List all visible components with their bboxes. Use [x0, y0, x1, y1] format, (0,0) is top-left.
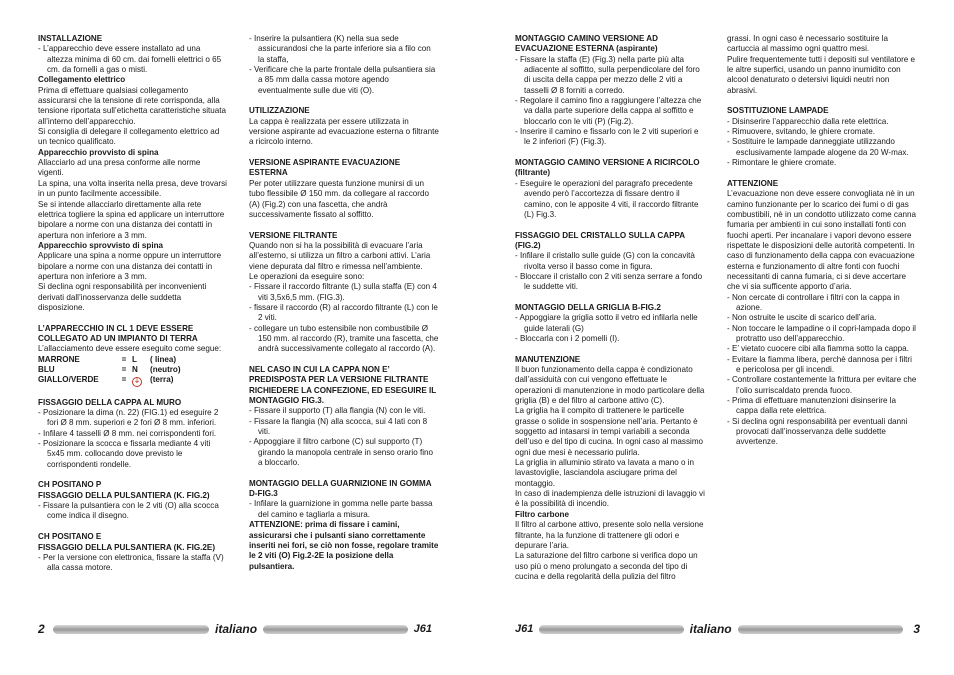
list-item: - Inserire il camino e fissarlo con le 2 viti superiori e le 2 inferiori (F) (Fig.3).	[515, 127, 699, 147]
section-heading: ATTENZIONE: prima di fissare i camini, assicurarsi che i pulsanti siano correttamente inseriti nei fori, se ciò non fosse, regolare tramite le 2 viti (O) Fig.2-2E la posizione della pulsantiera.	[249, 520, 439, 571]
column-4	[727, 34, 917, 448]
footer-bar	[738, 625, 904, 634]
paragraph: Applicare una spina a norme oppure un interruttore bipolare a norme con una distanza dei contatti in apertura non inferiore a 3 mm.	[38, 251, 222, 281]
paragraph: L’evacuazione non deve essere convogliata nè in un camino funzionante per lo scarico dei fumi o di gas combustibili, nè in un condotto utilizzato come canna fumaria per ambienti in cui sono installati fonti con fuochi aperti. Per incanalare i vapori devono essere rispettate le disposizioni delle autorità competenti. In caso di funzionamento della cappa con evacuazione esterna e funzionamento di altre fonti con fuochi necessitanti di canna fumaria, ci si deve accertare che vi sia sufficente apporto d’aria.	[727, 189, 916, 292]
paragraph: L’allacciamento deve essere eseguito come segue:	[38, 344, 222, 354]
section-heading: NEL CASO IN CUI LA CAPPA NON E’ PREDISPOSTA PER LA VERSIONE FILTRANTE RICHIEDERE LA CONFEZIONE, ED ESEGUIRE IL MONTAGGIO FIG.3.	[249, 365, 437, 406]
paragraph: Si declina ogni responsabilità per inconvenienti derivati dall’inosservanza delle suddetta disposizione.	[38, 282, 207, 312]
section-heading: MONTAGGIO CAMINO VERSIONE AD EVACUAZIONE ESTERNA (aspirante)	[515, 34, 658, 54]
list-item: - Verificare che la parte frontale della pulsantiera sia a 85 mm dalla cassa motore agendo eventualmente sulle due viti (O).	[249, 65, 436, 95]
list-item: - Infilare il cristallo sulle guide (G) con la concavità rivolta verso il basso come in figura.	[515, 251, 695, 271]
footer-model: J61	[515, 623, 534, 635]
footer-bar	[539, 625, 683, 634]
paragraph: La spina, una volta inserita nella presa, deve trovarsi in un punto facilmente accessibile.	[38, 178, 227, 199]
list-item: - Fissare la flangia (N) alla scocca, sui 4 lati con 8 viti.	[249, 416, 428, 437]
section-heading: FISSAGGIO DELLA PULSANTIERA (K. FIG.2E)	[38, 542, 216, 552]
wire-cell: =	[121, 375, 127, 385]
section-heading: MANUTENZIONE	[515, 354, 581, 364]
list-item: - Fissare la pulsantiera con le 2 viti (O) alla scocca come indica il disegno.	[38, 501, 219, 521]
list-item: - Fissare il supporto (T) alla flangia (N) con le viti.	[249, 406, 426, 416]
section-heading: VERSIONE FILTRANTE	[249, 230, 338, 240]
wire-cell: =	[121, 354, 127, 364]
column-3	[515, 34, 705, 582]
spacer	[249, 355, 439, 365]
section-heading: Collegamento elettrico	[38, 75, 126, 85]
paragraph: La griglia ha il compito di trattenere le particelle grasse o solide in sospensione nell’aria. Pertanto è soggetto ad intasarsi in tempi variabili a seconda dell’uso e del tipo di cucina. In ogni caso al massimo ogni due mesi è necessario pulirla.	[515, 406, 704, 457]
list-item: - Posizionare la scocca e fissarla mediante 4 viti 5x45 mm. collocando dove previsto le corrispondenti rondelle.	[38, 439, 211, 469]
spacer	[249, 220, 439, 230]
paragraph: In caso di inadempienza delle istruzioni di lavaggio vi è la possibilità di incendio.	[515, 489, 705, 509]
footer-language: italiano	[689, 622, 732, 636]
paragraph: Prima di effettuare qualsiasi collegamento assicurarsi che la tensione di rete corrisponda, alla tensione riportata sull’etichetta caratteristiche situata all’interno dell’apparecchio.	[38, 85, 227, 126]
column-2	[249, 34, 439, 572]
paragraph: Allacciarlo ad una presa conforme alle norme vigenti.	[38, 158, 201, 178]
spacer	[38, 470, 228, 480]
section-heading: Apparecchio sprovvisto di spina	[38, 240, 164, 250]
paragraph: Pulire frequentemente tutti i depositi sul ventilatore e le altre superfici, usando un panno inumidito con alcool denaturato o detersivi liquidi neutri non abrasivi.	[727, 54, 916, 95]
list-item: - Fissare il raccordo filtrante (L) sulla staffa (E) con 4 viti 3,5x6,5 mm. (FIG.3).	[249, 282, 437, 302]
list-item: - Appoggiare il filtro carbone (C) sul supporto (T) girando la manopola centrale in senso orario fino a bloccarlo.	[249, 437, 434, 468]
wire-cell: (terra)	[150, 375, 174, 385]
list-item: - Rimuovere, svitando, le ghiere cromate.	[727, 127, 875, 137]
wire-cell: N	[132, 365, 138, 374]
list-item: - Disinserire l’apparecchio dalla rete elettrica.	[727, 116, 889, 126]
list-item: - Bloccarla con i 2 pomelli (I).	[515, 333, 620, 343]
paragraph: La cappa è realizzata per essere utilizzata in versione aspirante ad evacuazione esterna o filtrante a ricircolo interno.	[249, 116, 439, 147]
spacer	[38, 387, 228, 397]
earth-icon: ⏚	[133, 379, 140, 386]
section-heading: ATTENZIONE	[727, 178, 779, 188]
footer-bar	[263, 625, 408, 634]
paragraph: Quando non si ha la possibilità di evacuare l’aria all’esterno, si utilizza un filtro a carboni attivi. L’aria viene depurata dal filtro e rimessa nell’ambiente.	[249, 240, 431, 271]
footer-bar	[53, 625, 209, 634]
list-item: - Eseguire le operazioni del paragrafo precedente avendo però l’accortezza di fissare dentro il camino, con le apposite 4 viti, il raccordo filtrante (L) Fig.3.	[515, 178, 699, 219]
page-number: 3	[913, 622, 920, 636]
list-item: - Per la versione con elettronica, fissare la staffa (V) alla cassa motore.	[38, 552, 224, 573]
wire-cell: (neutro)	[150, 365, 181, 374]
paragraph: Le operazioni da eseguire sono:	[249, 271, 365, 281]
list-item: - Infilare la guarnizione in gomma nelle parte bassa del camino e tagliarla a misura.	[249, 499, 433, 519]
paragraph: Il filtro al carbone attivo, presente solo nella versione filtrante, ha la funzione di trattenere gli odori e depurare l’aria.	[515, 520, 704, 550]
paragraph: Per poter utilizzare questa funzione munirsi di un tubo flessibile Ø 150 mm. da collegare al raccordo (A) (Fig.2) con una fascetta, che andrà successivamente fissato al soffitto.	[249, 178, 429, 219]
list-item: - Inserire la pulsantiera (K) nella sua sede assicurandosi che la parte inferiore sia a filo con la staffa,	[249, 34, 431, 64]
section-heading: L’APPARECCHIO IN CL 1 DEVE ESSERE COLLEGATO AD UN IMPIANTO DI TERRA	[38, 323, 198, 343]
section-heading: FISSAGGIO DELLA PULSANTIERA (K. FIG.2)	[38, 490, 210, 500]
section-heading: VERSIONE ASPIRANTE EVACUAZIONE ESTERNA	[249, 158, 401, 178]
footer-model: J61	[413, 623, 432, 635]
left-footer	[38, 622, 438, 636]
spacer	[727, 96, 917, 106]
list-item: - Non cercate di controllare i filtri con la cappa in azione.	[727, 292, 900, 312]
section-heading: Filtro carbone	[515, 509, 569, 519]
list-item: - Non toccare le lampadine o il copri-lampada dopo il protratto uso dell’apparecchio.	[727, 323, 916, 343]
list-item: - Non ostruite le uscite di scarico dell’aria.	[727, 313, 877, 323]
list-item: - Regolare il camino fino a raggiungere l’altezza che va dalla parte superiore della cappa al soffitto e bloccarlo con le viti (P) (Fig.2).	[515, 96, 702, 126]
spacer	[38, 522, 228, 532]
paragraph: Se si intende allacciarlo direttamente alla rete elettrica togliere la spina ed applicare un interruttore bipolare a norme con una distanza dei contatti in apertura non inferiore a 3 mm.	[38, 199, 225, 240]
section-heading: MONTAGGIO DELLA GUARNIZIONE IN GOMMA D-FIG.3	[249, 478, 432, 499]
list-item: - Rimontare le ghiere cromate.	[727, 158, 837, 168]
paragraph: La saturazione del filtro carbone si verifica dopo un uso più o meno prolungato a seconda del tipo di cucina e della regolarità della pulizia del filtro	[515, 551, 698, 581]
wire-cell: BLU	[38, 365, 55, 374]
section-heading: FISSAGGIO DELLA CAPPA AL MURO	[38, 397, 182, 407]
section-heading: UTILIZZAZIONE	[249, 106, 310, 116]
list-item: - Posizionare la dima (n. 22) (FIG.1) ed eseguire 2 fori Ø 8 mm. superiori e 2 fori Ø 8 mm. inferiori.	[38, 408, 219, 428]
wire-cell: GIALLO/VERDE	[38, 375, 99, 385]
section-heading: CH POSITANO E	[38, 532, 102, 542]
list-item: - Prima di effettuare manutenzioni disinserire la cappa dalla rete elettrica.	[727, 396, 897, 416]
list-item: - L’apparecchio deve essere installato ad una altezza minima di 60 cm. dai fornelli elettrici o 65 cm. da fornelli a gas o misti.	[38, 44, 222, 75]
column-1	[38, 34, 228, 574]
spacer	[515, 148, 705, 158]
list-item: - Infilare 4 tasselli Ø 8 mm. nei corrispondenti fori.	[38, 428, 217, 438]
paragraph: La griglia in alluminio stirato va lavata a mano o in lavastoviglie, lasciandola asciugare prima del montaggio.	[515, 458, 695, 488]
footer-language: italiano	[215, 622, 258, 636]
wire-cell: MARRONE	[38, 354, 80, 364]
list-item: - Evitare la fiamma libera, perchè dannosa per i filtri e pericolosa per gli incendi.	[727, 354, 912, 374]
spacer	[38, 313, 228, 323]
wire-cell: ( linea)	[150, 354, 177, 364]
list-item: - Sostituire le lampade danneggiate utilizzando esclusivamente lampade alogene da 20 W-max.	[727, 137, 909, 157]
spacer	[249, 148, 439, 158]
paragraph: grassi. In ogni caso è necessario sostituire la cartuccia al massimo ogni quattro mesi.	[727, 34, 889, 54]
list-item: - collegare un tubo estensibile non combustibile Ø 150 mm. al raccordo (R), tramite una fascetta, che andrà successivamente collegato al raccordo (A).	[249, 323, 439, 354]
list-item: - Si declina ogni responsabilità per eventuali danni provocati dall’inosservanza delle suddette avvertenze.	[727, 416, 908, 447]
list-item: - Controllare costantemente la frittura per evitare che l’olio surriscaldato prenda fuoco.	[727, 375, 917, 395]
list-item: - Appoggiare la griglia sotto il vetro ed infilarla nelle guide laterali (G)	[515, 313, 698, 333]
page-number: 2	[38, 622, 45, 636]
spacer	[515, 293, 705, 303]
list-item: - Fissare la staffa (E) (Fig.3) nella parte più alta adiacente al soffitto, sulla perpendicolare del foro di uscita della cappa per mezzo delle 2 viti a tasselli Ø 8 forniti a corredo.	[515, 54, 700, 95]
section-heading: Apparecchio provvisto di spina	[38, 147, 159, 157]
spacer	[515, 220, 705, 230]
paragraph: Il buon funzionamento della cappa è condizionato dall’assiduità con cui vengono effettuate le operazioni di manutenzione in modo particolare della griglia (B) e del filtro al carbone attivo (C).	[515, 365, 705, 406]
section-heading: MONTAGGIO CAMINO VERSIONE A RICIRCOLO (filtrante)	[515, 158, 700, 178]
wire-color-row	[38, 365, 228, 375]
wire-cell: =	[121, 365, 127, 374]
wire-cell: L	[132, 354, 137, 364]
right-footer	[515, 622, 920, 636]
section-heading: MONTAGGIO DELLA GRIGLIA B-FIG.2	[515, 302, 661, 312]
section-heading: CH POSITANO P	[38, 480, 102, 490]
spacer	[727, 168, 917, 178]
section-heading: SOSTITUZIONE LAMPADE	[727, 106, 829, 116]
paragraph: Si consiglia di delegare il collegamento elettrico ad un tecnico qualificato.	[38, 127, 220, 147]
spacer	[249, 96, 439, 106]
wire-color-row	[38, 375, 228, 387]
list-item: - Bloccare il cristallo con 2 viti senza serrare a fondo le suddette viti.	[515, 271, 703, 292]
list-item: - fissare il raccordo (R) al raccordo filtrante (L) con le 2 viti.	[249, 302, 438, 323]
section-heading: INSTALLAZIONE	[38, 34, 103, 43]
section-heading: FISSAGGIO DEL CRISTALLO SULLA CAPPA (FIG.2)	[515, 230, 685, 250]
spacer	[515, 344, 705, 354]
wire-color-row	[38, 355, 228, 365]
list-item: - E’ vietato cuocere cibi alla fiamma sotto la cappa.	[727, 344, 909, 354]
spacer	[249, 468, 439, 478]
